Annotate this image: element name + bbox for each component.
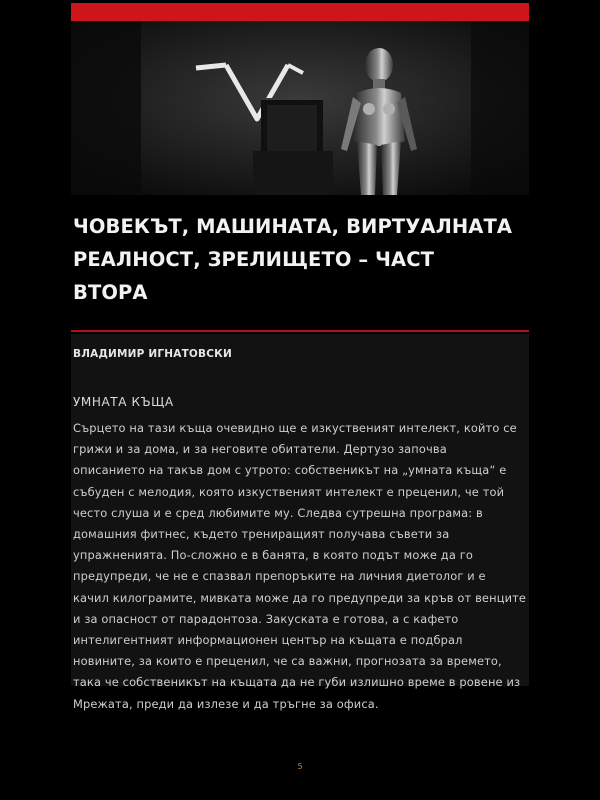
title-line: РЕАЛНОСТ, ЗРЕЛИЩЕТО – ЧАСТ: [73, 248, 435, 271]
article-title: [73, 210, 529, 309]
body-text: [73, 418, 529, 715]
body-line: упражненията. По-сложно е в банята, в която подът може да го: [73, 548, 473, 563]
body-line: и за опасност от парадонтоза. Закуската е готова, а с кафето: [73, 611, 459, 626]
body-line: грижи и за дома, и за неговите обитатели. Дертузо започва: [73, 442, 447, 457]
body-line: често слуша и е сред любимите му. Следва сутрешна програма: в: [73, 505, 483, 520]
body-line: новините, за които е преценил, че са важни, прогнозата за времето,: [73, 654, 502, 669]
body-line: така че собственикът на къщата да не губи излишно време в ровене из: [73, 675, 521, 690]
body-line: предупреди, че не е спазвал препоръките на личния диетолог и е: [73, 569, 486, 584]
body-line: описанието на такъв дом с утрото: собственикът на „умната къща“ е: [73, 463, 507, 478]
body-line: Мрежата, преди да излезе и да тръгне за офиса.: [73, 696, 379, 711]
body-line: Сърцето на тази къща очевидно ще е изкуственият интелект, който се: [73, 421, 517, 435]
title-line: ЧОВЕКЪТ, МАШИНАТА, ВИРТУАЛНАТА: [73, 215, 513, 238]
author-name: ВЛАДИМИР ИГНАТОВСКИ: [73, 348, 232, 360]
page: [71, 0, 529, 800]
body-line: интелигентният информационен център на къщата е подбрал: [73, 633, 463, 648]
top-accent-bar: [71, 3, 529, 21]
title-divider: [71, 330, 529, 332]
section-heading: УМНАТА КЪЩА: [73, 395, 174, 409]
body-line: качил килограмите, мивката може да го предупреди за кръв от венците: [73, 590, 527, 605]
body-line: събуден с мелодия, която изкуственият интелект е преценил, че той: [73, 484, 505, 499]
chair-icon: [253, 99, 333, 195]
body-line: домашния фитнес, където трениращият получава съвети за: [73, 527, 450, 542]
hero-image: [71, 21, 529, 195]
title-line: ВТОРА: [73, 281, 148, 304]
page-number: 5: [297, 762, 303, 771]
